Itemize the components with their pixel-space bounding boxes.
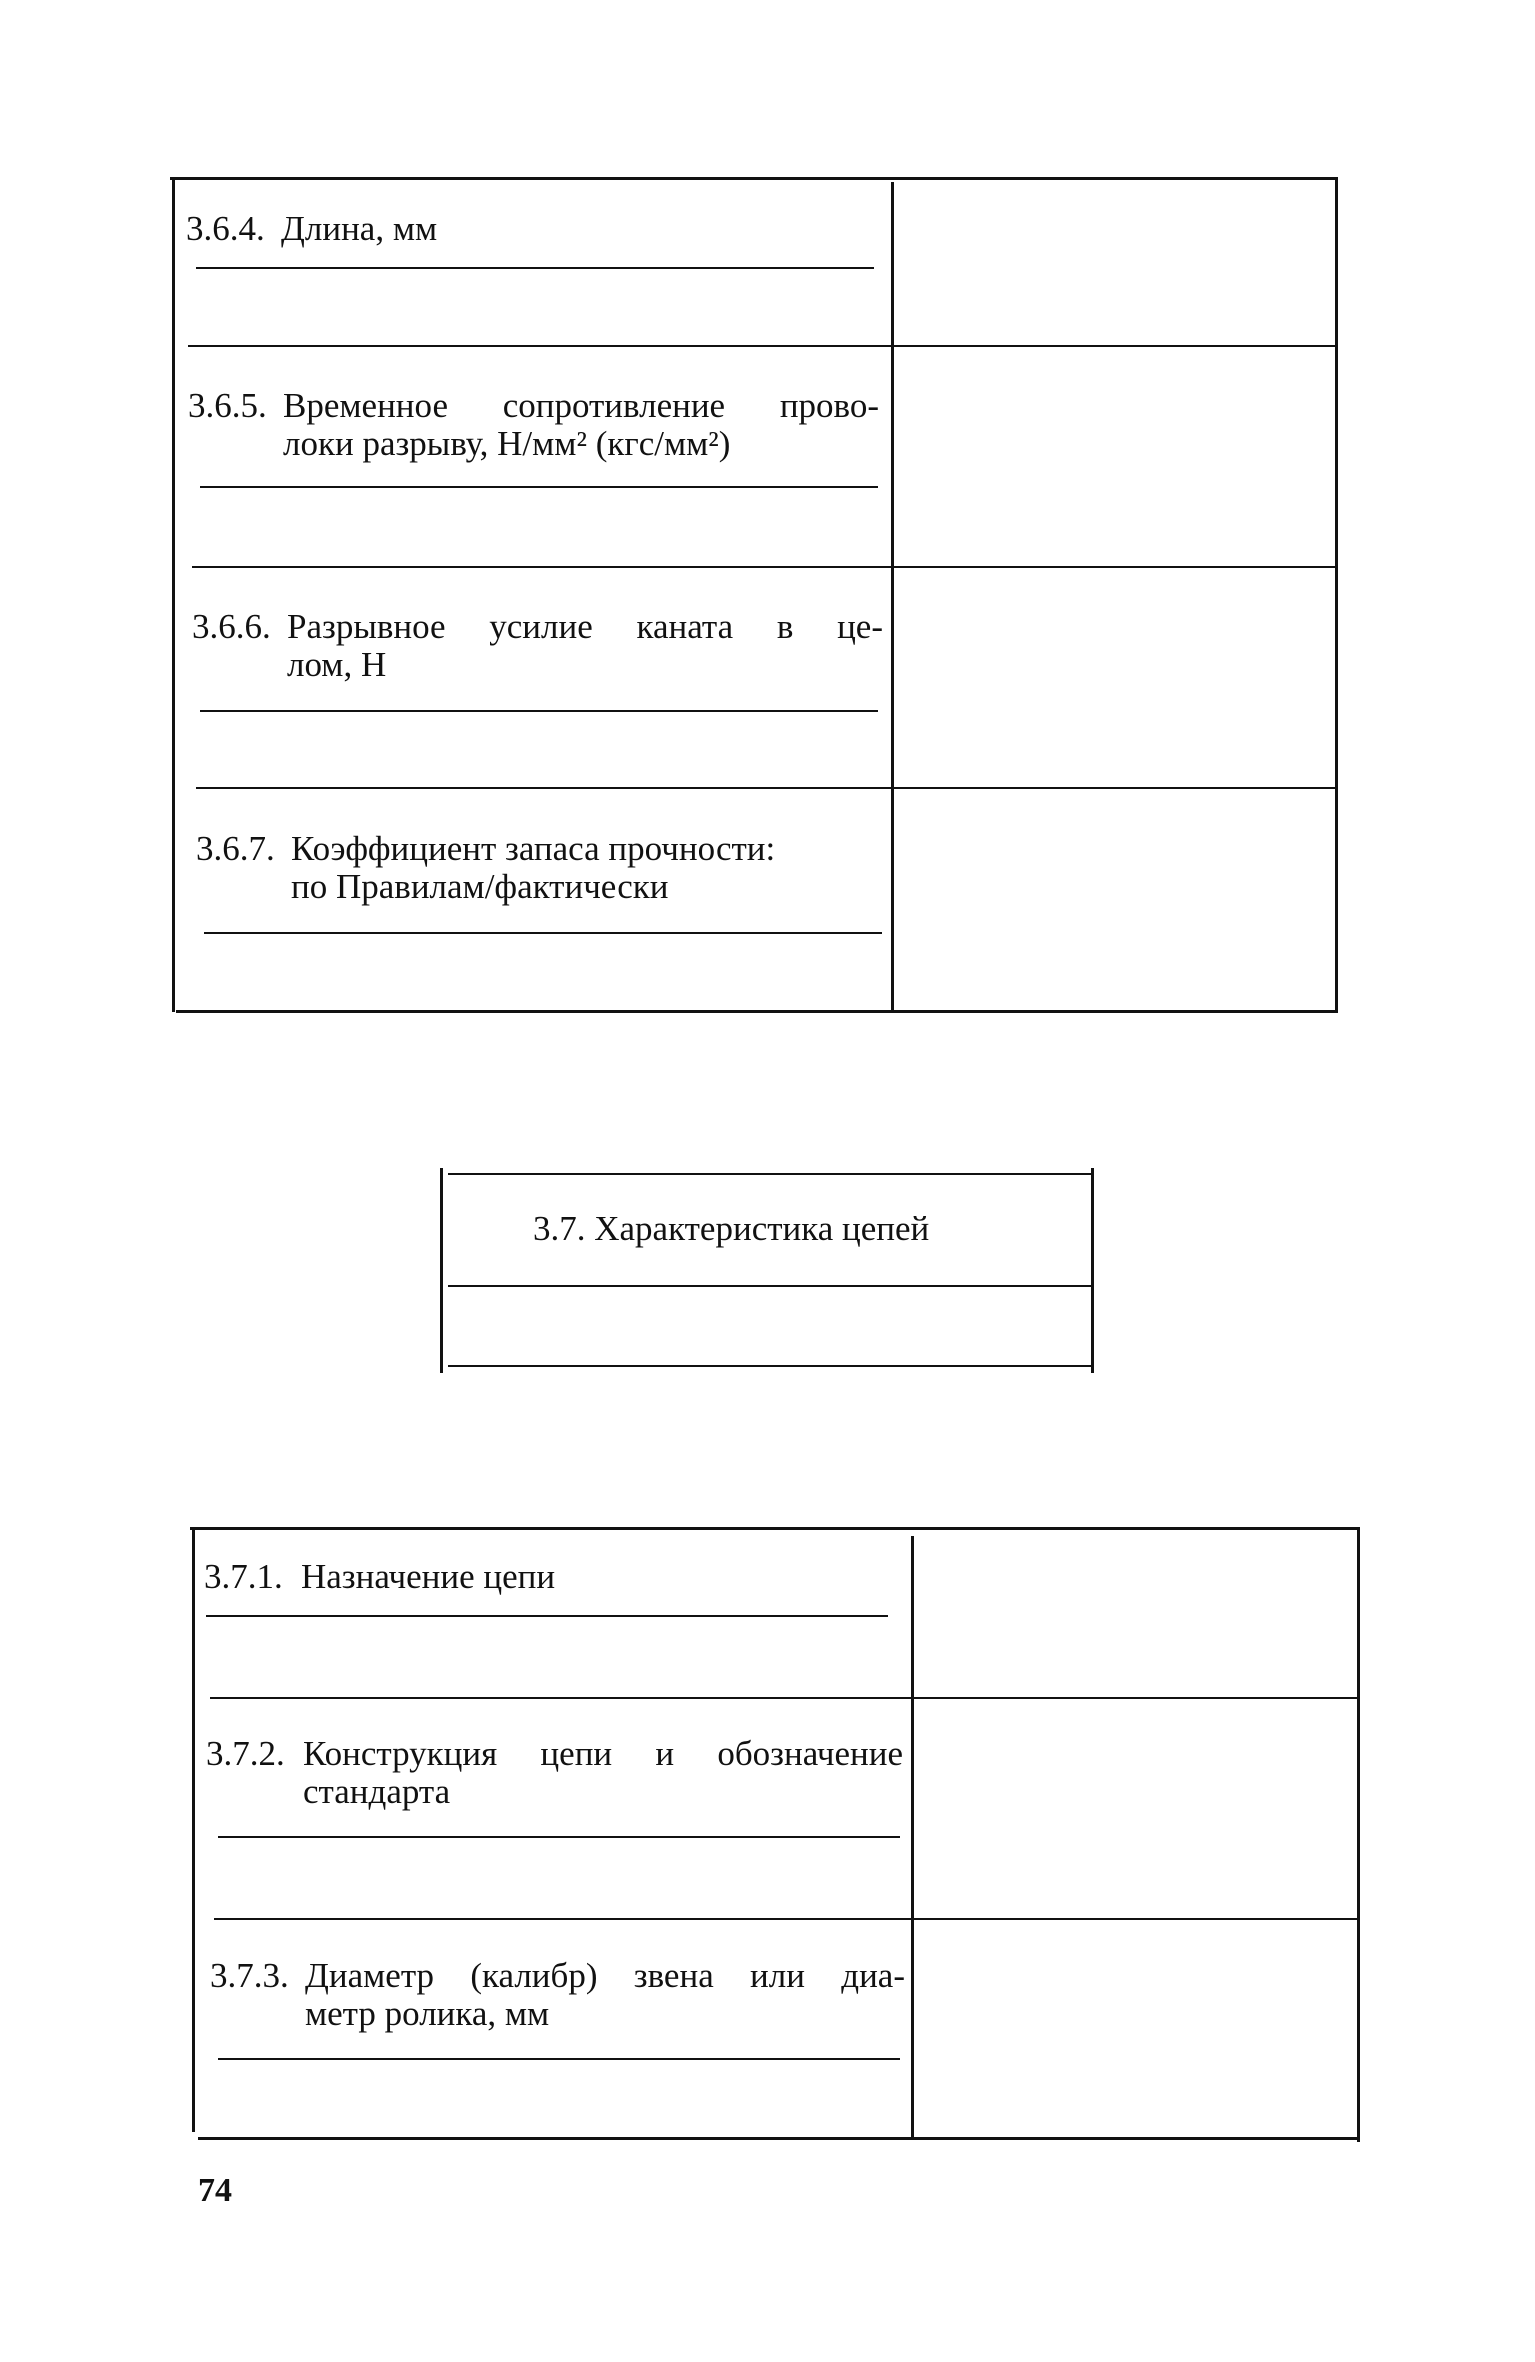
table-bottom-right-border (1357, 1530, 1360, 2142)
table-top-border (170, 177, 1338, 180)
row-number: 3.7.2. (206, 1734, 285, 1773)
fill-in-line (200, 710, 878, 712)
row-number: 3.6.5. (188, 386, 267, 425)
row-label: Коэффициент запаса прочности: (291, 829, 776, 868)
table-top-row-separator (192, 566, 1338, 568)
fill-in-line (218, 1836, 900, 1838)
row-number: 3.6.6. (192, 607, 271, 646)
section-box-left-border (440, 1168, 443, 1373)
page-number: 74 (198, 2172, 232, 2209)
section-box-top-border (448, 1173, 1091, 1175)
row-label: по Правилам/фактически (291, 867, 669, 906)
table-top-bottom-border (176, 1010, 1338, 1013)
table-bottom-column-divider (911, 1536, 914, 2137)
section-title: 3.7. Характеристика цепей (533, 1209, 930, 1248)
table-top-right-border (1335, 180, 1338, 1012)
fill-in-line (200, 486, 878, 488)
row-number: 3.7.1. (204, 1557, 283, 1596)
row-label: Диаметр (калибр) звена или диа- (305, 1956, 905, 1995)
table-bottom-bottom-border (198, 2137, 1360, 2140)
table-bottom-row-separator (214, 1918, 1360, 1920)
fill-in-line (206, 1615, 888, 1617)
section-box-right-border (1091, 1168, 1094, 1373)
row-number: 3.6.7. (196, 829, 275, 868)
table-top-row-separator (188, 345, 1338, 347)
row-number: 3.7.3. (210, 1956, 289, 1995)
table-top-row-separator (196, 787, 1338, 789)
table-bottom-left-border (192, 1527, 195, 2132)
row-label: Разрывное усилие каната в це- (287, 607, 883, 646)
row-label: Конструкция цепи и обозначение (303, 1734, 903, 1773)
row-label: лом, Н (287, 645, 387, 684)
row-label: Назначение цепи (301, 1557, 556, 1596)
table-top-left-border (172, 177, 175, 1012)
row-label: Временное сопротивление прово- (283, 386, 879, 425)
fill-in-line (196, 267, 874, 269)
table-top-column-divider (891, 182, 894, 1010)
fill-in-line (218, 2058, 900, 2060)
row-label: метр ролика, мм (305, 1994, 550, 2033)
section-box-divider (448, 1285, 1091, 1287)
fill-in-line (204, 932, 882, 934)
row-label: Длина, мм (281, 209, 438, 248)
table-bottom-row-separator (210, 1697, 1360, 1699)
row-number: 3.6.4. (186, 209, 265, 248)
row-label: стандарта (303, 1772, 451, 1811)
section-box-bottom-border (448, 1365, 1091, 1367)
row-label: локи разрыву, Н/мм² (кгс/мм²) (283, 424, 731, 463)
table-bottom-border (190, 1527, 1360, 1530)
